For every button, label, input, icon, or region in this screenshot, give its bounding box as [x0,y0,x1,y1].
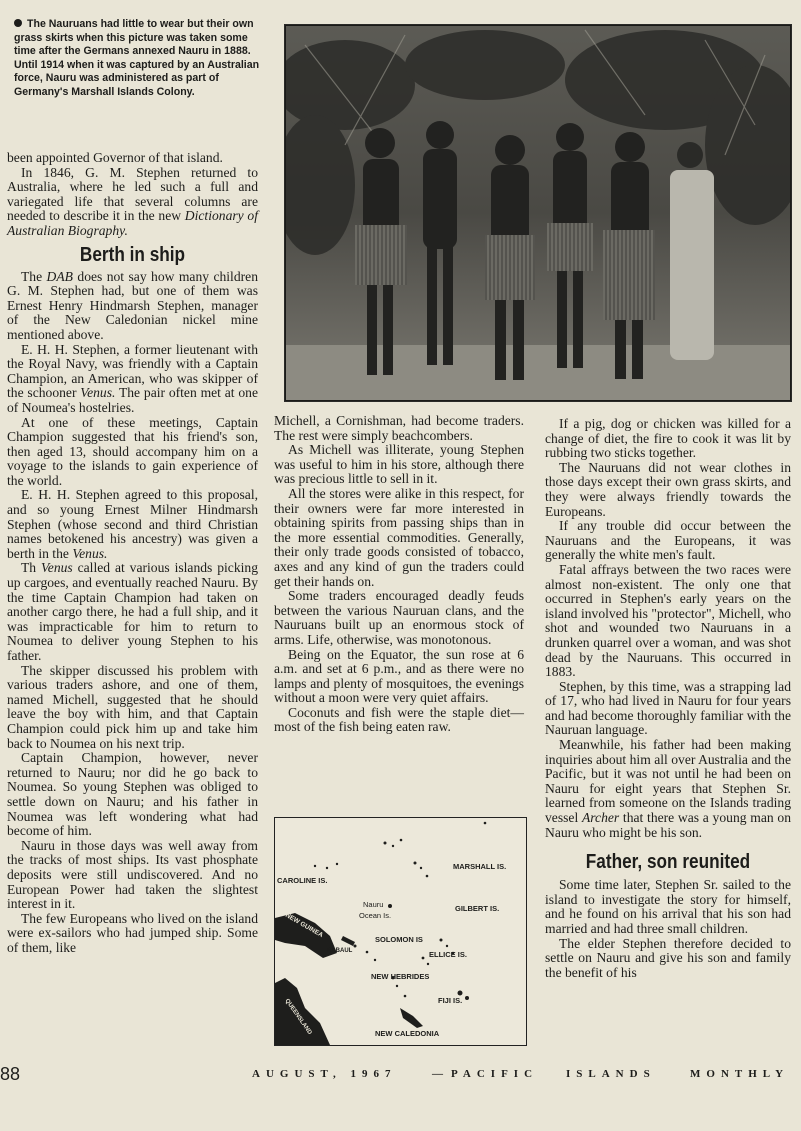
text-run: In 1846, G. M. Stephen returned to Australia, where he led such a full and variegated life that several columns are needed to describe it in the new [7,164,258,224]
paragraph [7,343,258,416]
paragraph: All the stores were alike in this respect, for their owners were far more interested in obtaining spirits from passing ships than in the more essential commodities. Generally, their only trade goods consisted of tobacco, axes and any kind of gun the traders could get their hands on. [274,485,524,589]
text-run: The [21,268,47,284]
paragraph: The few Europeans who lived on the island were ex-sailors who had jumped ship. Some of them, like [7,910,258,955]
italic-ship-name: Venus. [80,385,116,401]
paragraph [7,488,258,561]
text-run: that there was a young man on Nauru who might be his son. [545,810,791,840]
paragraph: Stephen, by this time, was a strapping lad of 17, who had lived in Nauru for four years and had become thoroughly familiar with the Nauruan language. [545,678,791,738]
paragraph: The Nauruans did not wear clothes in those days except their own grass skirts, and they were always friendly towards the Europeans. [545,459,791,519]
italic-ship-name: Venus. [72,545,108,561]
paragraph: At one of these meetings, Captain Champion suggested that his friend's son, then aged 13, should accompany him on a voyage to the islands to gain experience of the world. [7,414,258,488]
section-heading-berth: Berth in ship [79,243,186,266]
article-column-3 [545,417,791,980]
text-run: The pair often met at one of Noumea's hostelries. [7,385,258,415]
paragraph [7,270,258,343]
paragraph: been appointed Governor of that island. [7,150,223,165]
historical-photo [284,24,792,402]
caption-text: The Nauruans had little to wear but their own grass skirts when this picture was taken some time after the Germans annexed Nauru in 1888. Until 1914 when it was captured by an Australian force, Nauru was administered as part of Germany's Marshall Islands Colony. [14,18,260,98]
map-label-fiji: FIJI IS. [438,996,463,1005]
italic-title: Dictionary of Australian Biography. [7,208,258,238]
map-label-gilbert: GILBERT IS. [455,904,500,913]
paragraph: Coconuts and fish were the staple diet—most of the fish being eaten raw. [274,704,524,735]
footer-date: AUGUST, 1967 [252,1068,397,1080]
paragraph: If a pig, dog or chicken was killed for a change of diet, the fire to cook it was lit by rubbing two sticks together. [545,416,791,461]
paragraph: Michell, a Cornishman, had become traders. The rest were simply beachcombers. [274,413,524,443]
map-label-nauru: Nauru [363,900,384,909]
paragraph: The skipper discussed his problem with various traders ashore, and one of them, named Michell, suggested that he should leave the boy with him, and that Captain Champion could pick him up and take him back to Noumea on his next trip. [7,662,258,751]
paragraph: Some time later, Stephen Sr. sailed to the island to investigate the story for himself, and he found on his arrival that his son had married and had three small children. [545,877,791,936]
paragraph: The elder Stephen therefore decided to settle on Nauru and give his son and family the benefit of his [545,935,791,980]
photo-caption [14,18,266,100]
paragraph [7,561,258,663]
text-run: Meanwhile, his father had been making inquiries about him all over Australia and the Pacific, but it was not until he had been on Nauru for eight years that Stephen Sr. learned from someone on the Islands trading vessel [545,737,791,826]
section-heading-father: Father, son reunited [585,851,751,874]
footer-publication-islands: ISLANDS [566,1068,656,1080]
map-label-rabaul: RABAUL [327,948,353,954]
paragraph: If any trouble did occur between the Nauruans and the Europeans, it was generally the white men's fault. [545,518,791,563]
map-label-new-caledonia: NEW CALEDONIA [375,1029,440,1038]
paragraph: Being on the Equator, the sun rose at 6 a.m. and set at 6 p.m., and as there were no lamps and plenty of mosquitoes, the evenings without a moon were very quiet affairs. [274,646,524,706]
footer-publication-pacific: PACIFIC [451,1068,539,1080]
italic-ship-name: Venus [41,560,73,576]
text-run: E. H. H. Stephen agreed to this proposal, and so young Ernest Milner Hindmarsh Stephen (whose second and third Christian names betokened his ancestry) was given a berth in the [7,487,258,561]
map-label-caroline: CAROLINE IS. [277,876,328,885]
text-run: E. H. H. Stephen, a former lieutenant with the Royal Navy, was friendly with a Captain Champion, an American, who was skipper of the schooner [7,341,258,401]
paragraph: Nauru in those days was well away from the tracks of most ships. Its vast phosphate deposits were still undiscovered. And no European Power had taken the slightest interest in it. [7,837,258,912]
photo-image [285,25,791,401]
italic-abbrev: DAB [46,268,73,284]
bullet-icon [14,19,22,27]
page-number: 88 [0,1064,21,1084]
article-column-2 [274,414,524,735]
map-label-new-guinea: NEW GUINEA [284,911,325,940]
footer-publication-monthly: MONTHLY [690,1068,790,1080]
map-label-marshall: MARSHALL IS. [453,862,507,871]
text-run: called at various islands picking up cargoes, and eventually reached Nauru. By the time Captain Champion had taken on another cargo there, he had a full ship, and it was impracticable for him to return to Noumea to deliver young Stephen to his father. [7,560,259,663]
map-label-hebrides: NEW HEBRIDES [371,972,430,981]
italic-ship-name: Archer [581,810,620,826]
paragraph: As Michell was illiterate, young Stephen was useful to him in his store, although there was precious little to sell in it. [274,442,524,487]
map-label-solomon: SOLOMON IS [375,935,423,944]
text-run: Th [21,560,41,576]
paragraph [545,738,791,840]
map-label-ellice: ELLICE IS. [429,950,467,959]
paragraph [7,166,258,239]
footer-dash: — [432,1068,443,1080]
paragraph: Captain Champion, however, never returned to Nauru; nor did he go back to Noumea. So young Stephen was obliged to settle down on Nauru; and his father in Noumea was left wondering what had become of him. [7,750,258,839]
text-run: does not say how many children G. M. Stephen had, but one of them was Ernest Henry Hindmarsh Stephen, manager of the New Caledonian nickel mine mentioned above. [7,268,258,342]
map-label-ocean: Ocean Is. [359,911,392,920]
pacific-map [274,817,527,1046]
paragraph: Fatal affrays between the two races were almost non-existent. The only one that occurred in Stephen's early years on the island involved his "protector", Michell, who shot and wounded two Nauruans in a drunken quarrel over a woman, and was shot dead by the Nauruans. This occurred in 1883. [545,561,791,680]
article-column-1 [7,151,258,955]
map-label-queensland: QUEENSLAND [283,998,313,1036]
paragraph: Some traders encouraged deadly feuds between the various Nauruan clans, and the Nauruans built up an enormous stock of arms. Life, otherwise, was monotonous. [274,588,524,647]
